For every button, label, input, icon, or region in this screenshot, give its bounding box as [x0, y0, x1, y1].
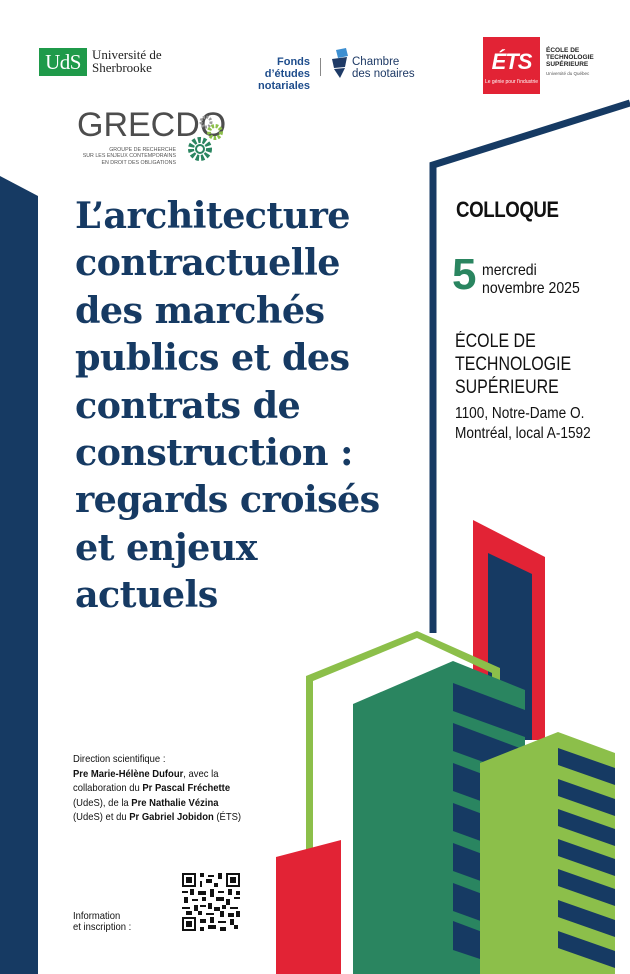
info-line1: Information: [73, 910, 121, 922]
ets-name-line1: ÉCOLE DE: [546, 47, 580, 54]
fonds-line2: notariales: [258, 80, 310, 92]
title-line: contractuelle: [75, 241, 340, 285]
chambre-notaires-name: [352, 56, 415, 80]
uds-logo-name: [92, 48, 162, 74]
credits-text: (UdeS) et du: [73, 811, 130, 823]
grecdo-sub-line2: SUR LES ENJEUX CONTEMPORAINS: [82, 153, 176, 160]
gears-icon: [180, 112, 224, 166]
title-line: L’architecture: [75, 194, 350, 237]
address-line1: 1100, Notre-Dame O.: [455, 405, 585, 422]
direction-heading: Direction scientifique :: [73, 753, 166, 765]
fonds-etudes-logo: [234, 56, 310, 92]
title-line: contrats de: [75, 383, 301, 427]
grecdo-sub-line1: GROUPE DE RECHERCHE: [109, 147, 176, 153]
event-day-number: 5: [452, 250, 477, 299]
credits-text: (ÉTS): [213, 811, 242, 823]
left-navy-band: [0, 176, 38, 974]
event-type-label: COLLOQUE: [456, 197, 559, 222]
registration-label: [73, 911, 131, 933]
title-line: regards croisés: [75, 478, 380, 522]
event-weekday: mercredi: [482, 262, 537, 279]
address-line2: Montréal, local A-1592: [455, 425, 591, 442]
collaborator-name: Pr Pascal Fréchette: [142, 782, 231, 794]
logo-divider: [320, 58, 321, 76]
event-venue: [455, 330, 571, 399]
title-line: actuels: [75, 573, 218, 617]
ets-name-line3: SUPÉRIEURE: [546, 61, 589, 68]
scientific-direction: [73, 752, 280, 825]
registration-qr-code-icon[interactable]: [182, 873, 240, 931]
chambre-line1: Chambre: [352, 56, 400, 68]
ets-tagline: Le génie pour l’industrie: [484, 79, 539, 85]
chambre-line2: des notaires: [352, 68, 415, 80]
info-line2: et inscription :: [73, 921, 132, 933]
credits-text: (UdeS), de la: [73, 796, 132, 809]
title-line: des marchés: [75, 288, 325, 332]
grecdo-logo-subtitle: [74, 147, 176, 166]
venue-line1: ÉCOLE DE: [455, 331, 536, 352]
ets-logo-name: [546, 47, 594, 68]
title-line: et enjeux: [75, 525, 257, 569]
venue-line3: SUPÉRIEURE: [455, 377, 559, 398]
ets-logo-mark: [483, 37, 540, 94]
grecdo-sub-line3: EN DROIT DES OBLIGATIONS: [101, 159, 176, 166]
collaborator-name: Pr Gabriel Jobidon: [129, 811, 214, 823]
red-base-block: [276, 840, 341, 974]
event-month-year: novembre 2025: [482, 280, 580, 297]
fonds-line1: Fonds d’études: [264, 56, 310, 80]
event-address: [455, 404, 591, 444]
event-date-text: [482, 262, 580, 298]
credits-text: , avec la: [183, 767, 219, 780]
venue-line2: TECHNOLOGIE: [455, 354, 572, 375]
uds-name-line1: Université de: [92, 47, 162, 62]
credits-text: collaboration du: [73, 782, 143, 794]
grecdo-logo-mark: GRECDO: [77, 106, 227, 144]
ets-name-line2: TECHNOLOGIE: [546, 54, 594, 61]
uds-name-line2: Sherbrooke: [92, 60, 152, 75]
ets-mark-text: ÉTS: [491, 49, 532, 74]
collaborator-name: Pre Nathalie Vézina: [131, 796, 219, 809]
ets-university: Université du Québec: [546, 71, 590, 76]
chambre-notaires-logo-icon: [330, 48, 350, 78]
event-title: [75, 192, 435, 619]
title-line: construction :: [75, 431, 353, 475]
director-name: Pre Marie-Hélène Dufour: [73, 767, 184, 780]
title-line: publics et des: [75, 336, 350, 380]
uds-logo-mark: UdS: [39, 48, 87, 76]
